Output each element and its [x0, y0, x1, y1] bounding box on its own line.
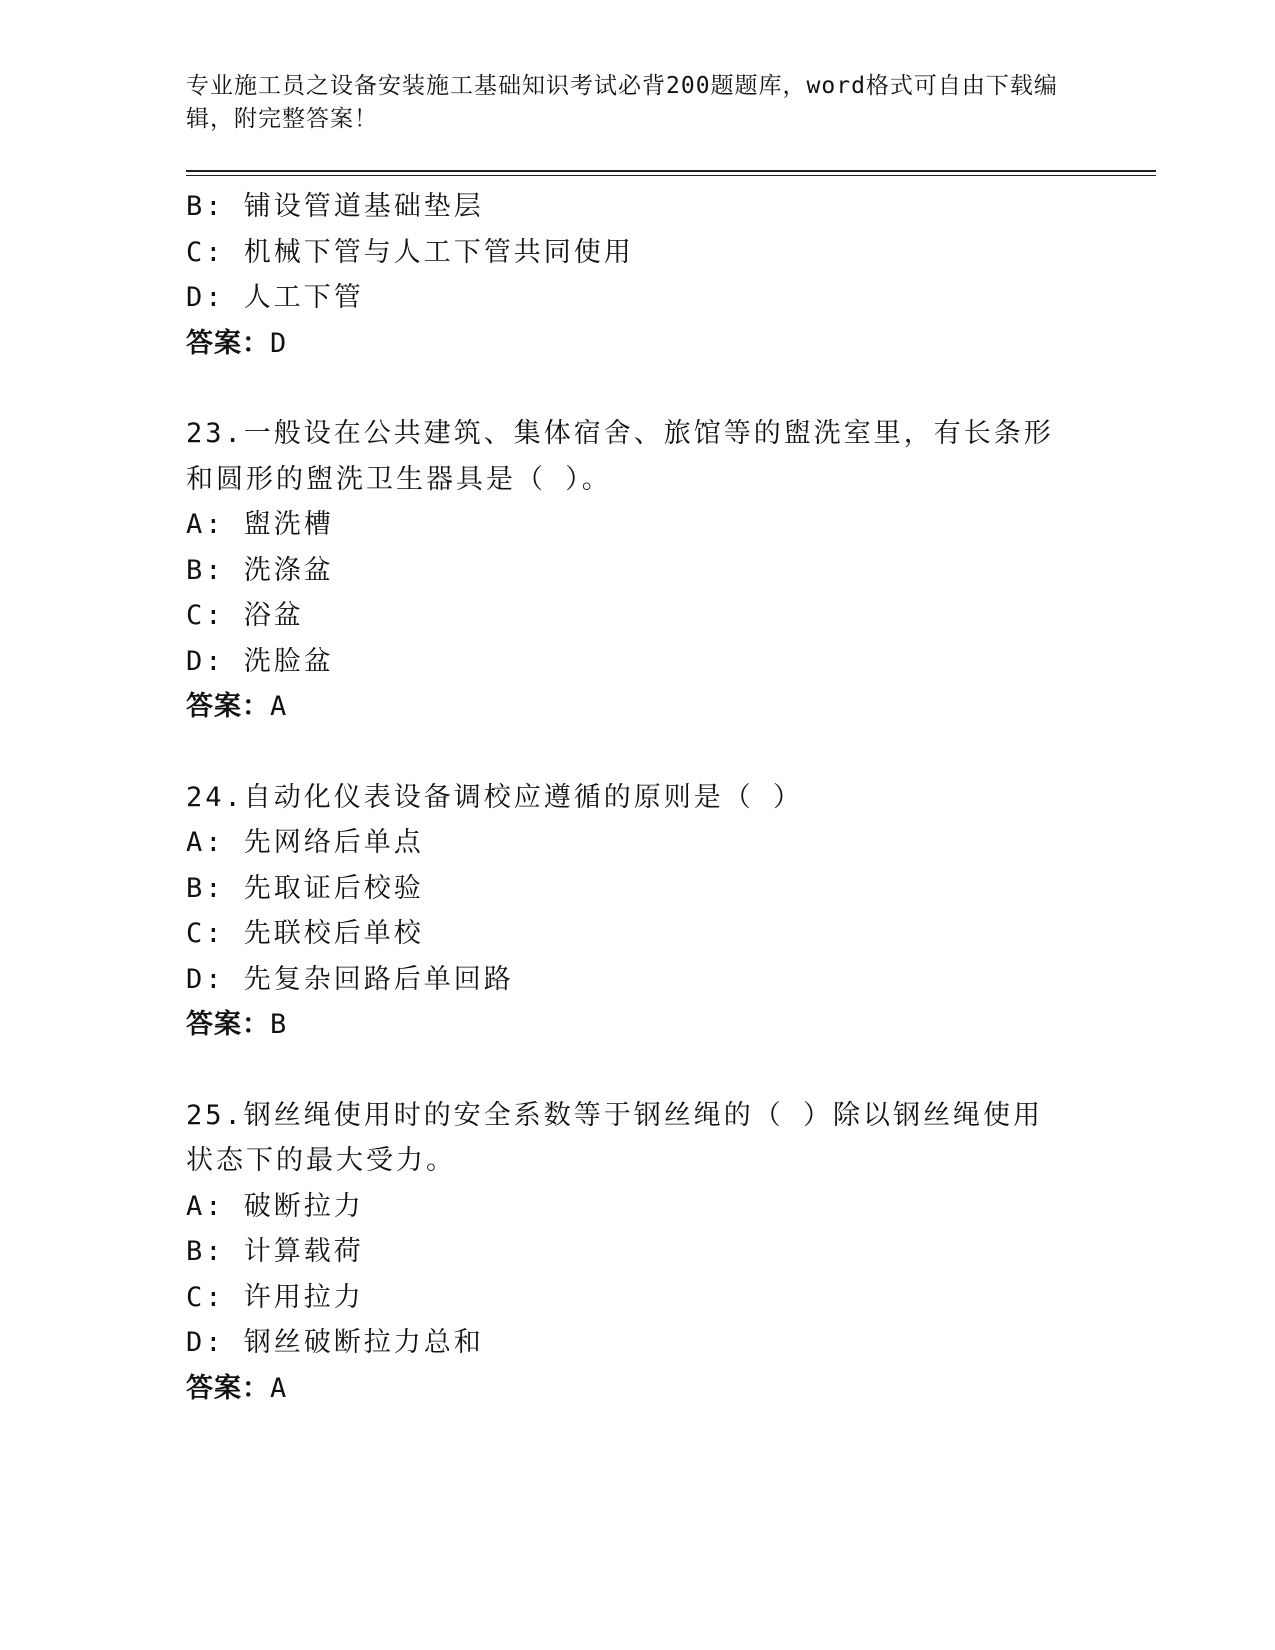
answer-label: 答案： — [186, 1372, 270, 1404]
answer-value: B — [270, 1009, 288, 1040]
option-d: D: 洗脸盆 — [186, 645, 334, 677]
answer-line — [186, 321, 1156, 367]
option-d: D: 钢丝破断拉力总和 — [186, 1327, 484, 1358]
answer-value: D — [270, 327, 288, 359]
option-a: A: 盥洗槽 — [186, 509, 334, 540]
question-block-22-partial — [186, 184, 1156, 366]
answer-value: A — [270, 691, 288, 722]
option-c: C: 机械下管与人工下管共同使用 — [186, 236, 634, 268]
question-block-24 — [186, 775, 1156, 1048]
question-stem: 25.钢丝绳使用时的安全系数等于钢丝绳的（ ）除以钢丝绳使用状态下的最大受力。 — [186, 1099, 1044, 1176]
option-b: B: 先取证后校验 — [186, 872, 424, 904]
question-block-25 — [186, 1093, 1156, 1412]
page-header-text: 专业施工员之设备安装施工基础知识考试必背200题题库，word格式可自由下载编辑，附完整答案！ — [186, 73, 1058, 132]
header-rule-thin — [186, 175, 1156, 176]
option-d: D: 先复杂回路后单回路 — [186, 963, 514, 995]
spacer — [186, 366, 1156, 411]
question-stem: 23.一般设在公共建筑、集体宿舍、旅馆等的盥洗室里，有长条形和圆形的盥洗卫生器具是（ ）。 — [186, 418, 1054, 495]
answer-label: 答案： — [186, 691, 270, 722]
option-a: A: 破断拉力 — [186, 1190, 364, 1222]
answer-line — [186, 684, 1156, 730]
answer-value: A — [270, 1372, 288, 1404]
option-b: B: 洗涤盆 — [186, 554, 334, 586]
question-list — [186, 184, 1156, 1411]
option-c: C: 浴盆 — [186, 600, 304, 631]
answer-label: 答案： — [186, 1009, 270, 1040]
option-c: C: 许用拉力 — [186, 1281, 364, 1313]
spacer — [186, 730, 1156, 775]
option-b: B: 计算载荷 — [186, 1236, 364, 1267]
answer-line — [186, 1002, 1156, 1048]
option-a: A: 先网络后单点 — [186, 827, 424, 858]
header-rule-thick — [186, 170, 1156, 172]
answer-line — [186, 1366, 1156, 1412]
question-stem: 24.自动化仪表设备调校应遵循的原则是（ ） — [186, 781, 804, 813]
spacer — [186, 1048, 1156, 1093]
document-page — [186, 70, 1156, 1411]
answer-label: 答案： — [186, 327, 270, 359]
option-c: C: 先联校后单校 — [186, 918, 424, 949]
option-d: D: 人工下管 — [186, 282, 364, 313]
question-block-23 — [186, 411, 1156, 730]
option-b: B: 铺设管道基础垫层 — [186, 191, 484, 222]
